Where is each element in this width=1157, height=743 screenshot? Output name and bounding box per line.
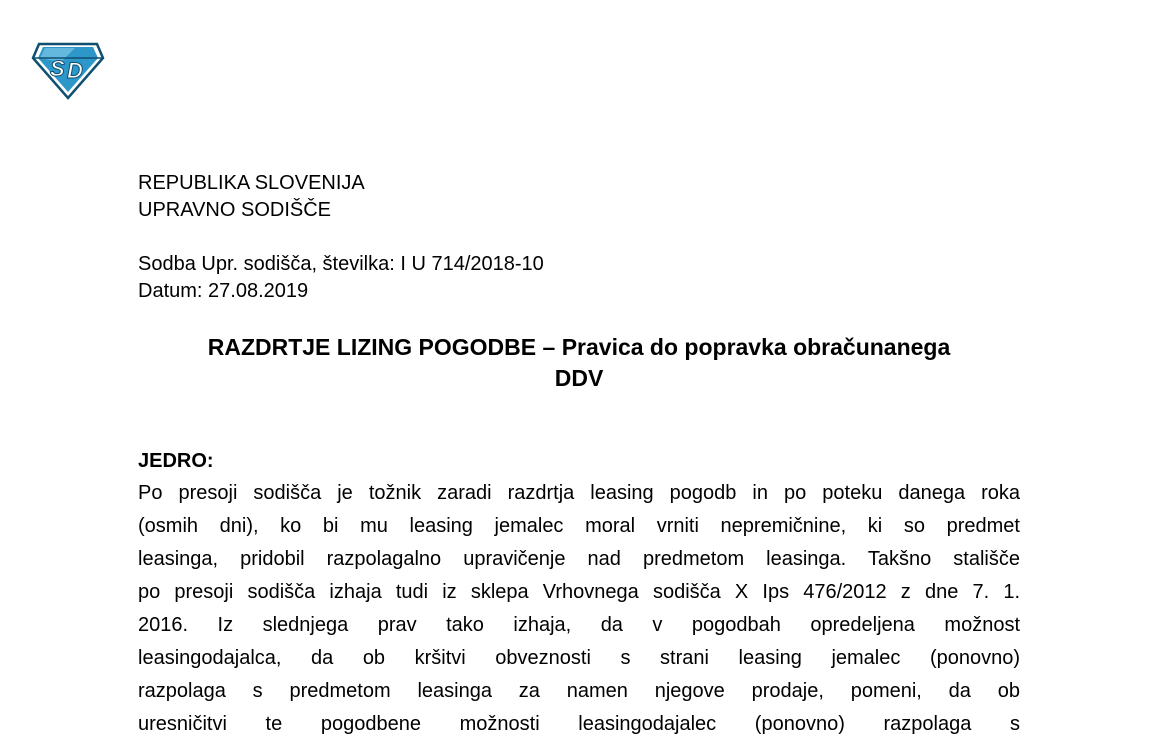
court-name: UPRAVNO SODIŠČE — [138, 199, 331, 221]
title-line-2: DDV — [554, 365, 604, 391]
case-metadata — [138, 251, 544, 305]
summary-line: (osmih dni), ko bi mu leasing jemalec moral vrniti nepremičnine, ki so predmet — [138, 515, 1020, 537]
summary-line: razpolaga s predmetom leasinga za namen njegove prodaje, pomeni, da ob — [138, 680, 1020, 702]
court-logo — [31, 40, 105, 100]
summary-line: Po presoji sodišča je tožnik zaradi razdrtja leasing pogodb in po poteku danega roka — [138, 482, 1020, 504]
summary-line: po presoji sodišča izhaja tudi iz sklepa Vrhovnega sodišča X Ips 476/2012 z dne 7. 1. — [138, 581, 1020, 603]
title-line-1: RAZDRTJE LIZING POGODBE – Pravica do popravka obračunanega — [207, 334, 951, 360]
court-diamond-logo-icon — [31, 40, 105, 100]
judgment-date: Datum: 27.08.2019 — [138, 280, 309, 302]
summary-line: leasingodajalca, da ob kršitvi obveznosti s strani leasing jemalec (ponovno) — [138, 647, 1020, 669]
summary-line: leasinga, pridobil razpolagalno upravičenje nad predmetom leasinga. Takšno stališče — [138, 548, 1020, 570]
document-title — [138, 332, 1020, 394]
summary-line: uresničitvi te pogodbene možnosti leasingodajalec (ponovno) razpolaga s — [138, 713, 1020, 735]
case-number: Sodba Upr. sodišča, številka: I U 714/2018-10 — [138, 253, 544, 275]
court-header — [138, 170, 365, 224]
country-name: REPUBLIKA SLOVENIJA — [138, 172, 365, 194]
summary-heading: JEDRO: — [138, 450, 214, 472]
summary-paragraph — [138, 477, 1020, 741]
summary-line: 2016. Iz slednjega prav tako izhaja, da v pogodbah opredeljena možnost — [138, 614, 1020, 636]
svg-text:S: S — [50, 56, 65, 81]
svg-text:D: D — [67, 58, 83, 83]
